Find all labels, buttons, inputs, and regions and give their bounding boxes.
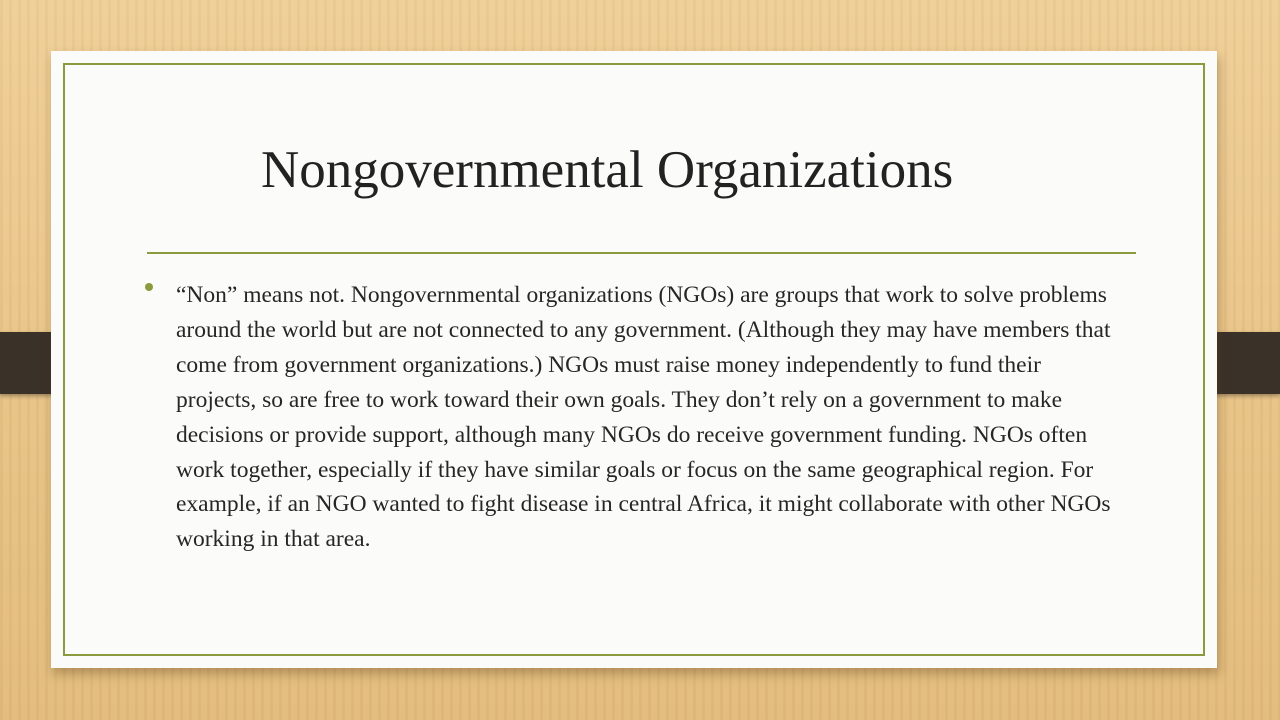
- slide-card: [51, 51, 1217, 668]
- slide-title: Nongovernmental Organizations: [261, 141, 954, 199]
- title-divider: [147, 252, 1136, 254]
- bullet-text: “Non” means not. Nongovernmental organizations (NGOs) are groups that work to solve problems around the world but are not connected to any government. (Although they may have members that come from government organizations.) NGOs must raise money independently to fund their projects, so are free to work toward their own goals. They don’t rely on a government to make decisions or provide support, although many NGOs do receive government funding. NGOs often work together, especially if they have similar goals or focus on the same geographical region. For example, if an NGO wanted to fight disease in central Africa, it might collaborate with other NGOs working in that area.: [176, 282, 1111, 553]
- bullet-icon: [145, 283, 153, 291]
